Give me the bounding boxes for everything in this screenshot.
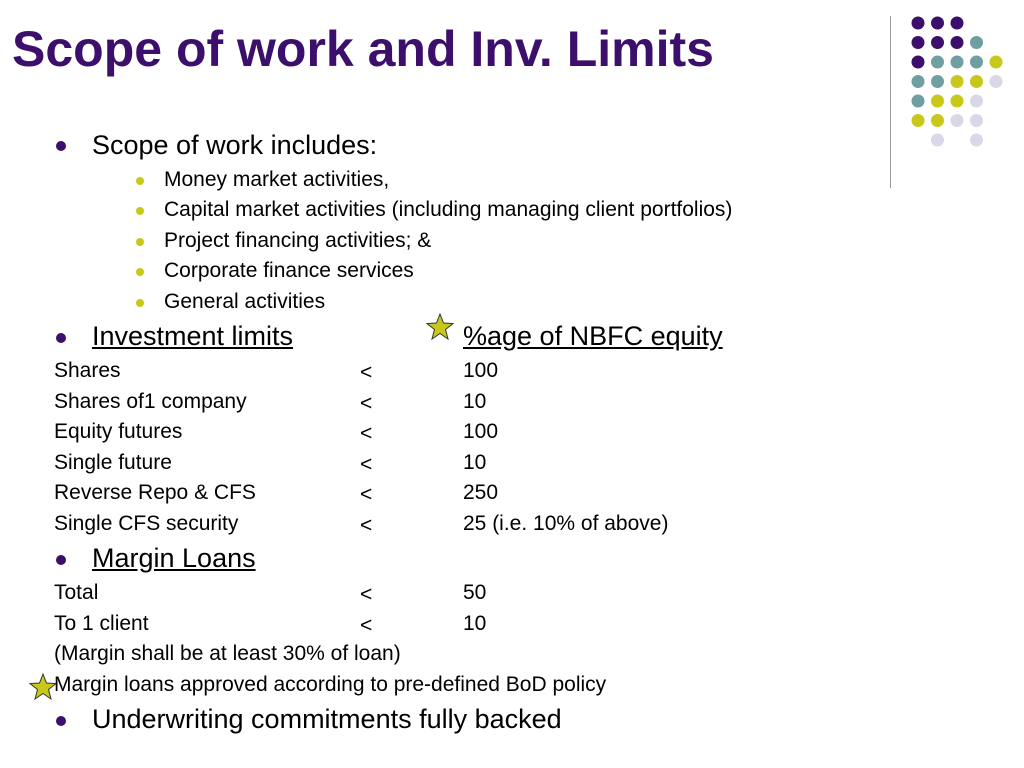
limit-label: Single CFS security <box>54 512 239 535</box>
margin-value: 10 <box>463 612 487 635</box>
investment-column-heading: %age of NBFC equity <box>463 321 723 351</box>
sub-bullet-icon <box>136 238 144 246</box>
decorative-dot <box>990 56 1003 69</box>
decorative-dot <box>970 75 983 88</box>
sub-bullet-icon <box>136 177 144 185</box>
decorative-dot <box>951 36 964 49</box>
limit-label: Equity futures <box>54 420 183 443</box>
limit-value: 250 <box>463 481 499 504</box>
margin-label: Total <box>54 581 99 604</box>
decorative-dot <box>970 95 983 108</box>
limit-op: < <box>360 422 373 445</box>
limit-value: 10 <box>463 390 487 413</box>
limit-label: Shares <box>54 359 121 382</box>
decorative-dot-grid <box>0 0 1024 200</box>
sub-bullet-icon <box>136 299 144 307</box>
underwriting-text: Underwriting commitments fully backed <box>92 704 562 734</box>
limit-label: Reverse Repo & CFS <box>54 481 256 504</box>
decorative-dot <box>931 17 944 30</box>
scope-heading: Scope of work includes: <box>92 130 378 160</box>
margin-policy: Margin loans approved according to pre-defined BoD policy <box>54 673 607 696</box>
decorative-dot <box>951 95 964 108</box>
limit-value: 100 <box>463 359 499 382</box>
limit-op: < <box>360 514 373 537</box>
decorative-dot <box>951 114 964 127</box>
decorative-dot <box>912 95 925 108</box>
decorative-dot <box>931 114 944 127</box>
limit-op: < <box>360 361 373 384</box>
margin-value: 50 <box>463 581 487 604</box>
decorative-dot <box>931 134 944 147</box>
decorative-dot <box>931 75 944 88</box>
bullet-icon <box>56 141 66 151</box>
decorative-dot <box>970 114 983 127</box>
scope-item: Capital market activities (including managing client portfolios) <box>164 198 733 221</box>
scope-item: General activities <box>164 290 326 313</box>
decorative-dot <box>912 36 925 49</box>
scope-item: Money market activities, <box>164 168 390 191</box>
decorative-dot <box>951 56 964 69</box>
margin-op: < <box>360 583 373 606</box>
scope-item: Project financing activities; & <box>164 229 432 252</box>
decorative-dot <box>970 36 983 49</box>
limit-value: 25 (i.e. 10% of above) <box>463 512 669 535</box>
margin-label: To 1 client <box>54 612 149 635</box>
decorative-dot <box>970 134 983 147</box>
slide-title: Scope of work and Inv. Limits <box>12 21 714 77</box>
limit-op: < <box>360 453 373 476</box>
sub-bullet-icon <box>136 268 144 276</box>
decorative-dot <box>912 17 925 30</box>
decorative-dot <box>951 17 964 30</box>
decorative-dot <box>931 36 944 49</box>
bullet-icon <box>56 333 66 343</box>
limit-value: 10 <box>463 451 487 474</box>
decorative-dot <box>912 56 925 69</box>
limit-value: 100 <box>463 420 499 443</box>
decorative-dot <box>912 75 925 88</box>
limit-op: < <box>360 483 373 506</box>
sub-bullet-icon <box>136 207 144 215</box>
decorative-dot <box>931 95 944 108</box>
scope-item: Corporate finance services <box>164 259 414 282</box>
decorative-dot <box>931 56 944 69</box>
decorative-dot <box>990 75 1003 88</box>
decorative-dot <box>970 56 983 69</box>
decorative-dot <box>951 75 964 88</box>
margin-op: < <box>360 614 373 637</box>
bullet-icon <box>56 555 66 565</box>
star-icon <box>425 312 455 342</box>
limit-label: Shares of1 company <box>54 390 247 413</box>
bullet-icon <box>56 716 66 726</box>
limit-label: Single future <box>54 451 172 474</box>
limit-op: < <box>360 392 373 415</box>
margin-note: (Margin shall be at least 30% of loan) <box>54 642 401 665</box>
investment-heading: Investment limits <box>92 321 294 351</box>
margin-heading: Margin Loans <box>92 543 256 573</box>
decorative-dot <box>912 114 925 127</box>
